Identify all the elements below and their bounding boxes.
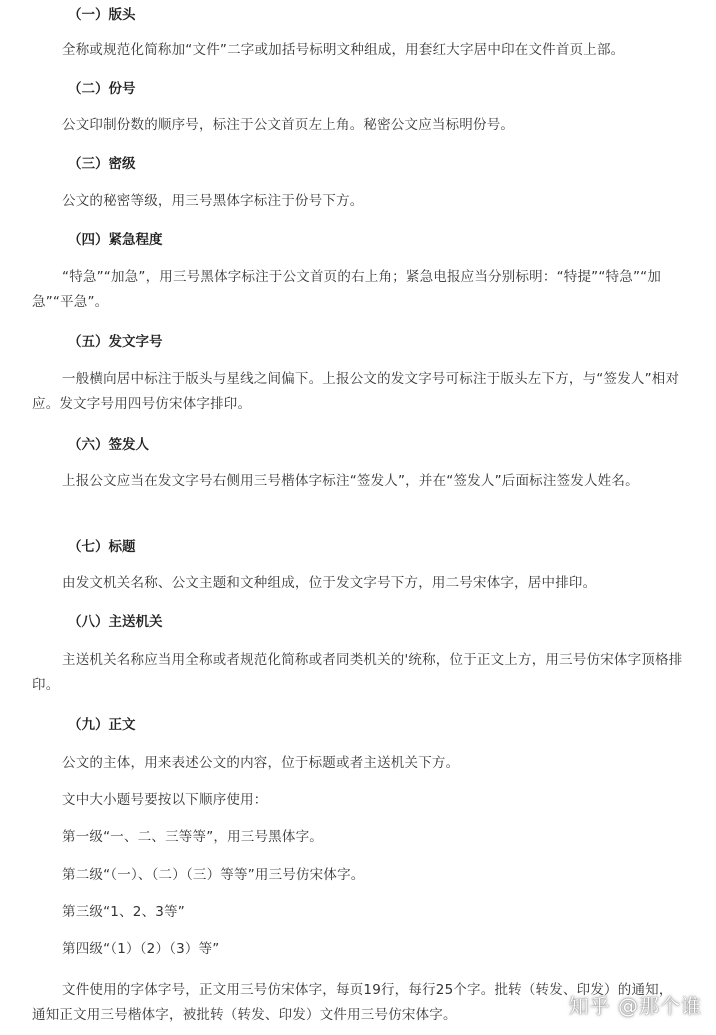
section-heading: （七）标题	[68, 539, 136, 555]
section-paragraph: 第二级“（一）、（二）（三）等等”用三号仿宋体字。	[62, 867, 365, 883]
section-paragraph: 主送机关名称应当用全称或者规范化简称或者同类机关的'统称，位于正文上方，用三号仿宋体字顶格排印。	[32, 652, 683, 693]
section-heading: （五）发文字号	[68, 334, 163, 350]
section-heading: （二）份号	[68, 81, 136, 97]
section-paragraph: 第三级“1、2、3等”	[62, 904, 185, 920]
section-paragraph: 公文印制份数的顺序号，标注于公文首页左上角。秘密公文应当标明份号。	[62, 117, 515, 133]
section-heading: （六）签发人	[68, 437, 149, 453]
section-heading: （四）紧急程度	[68, 232, 163, 248]
watermark-text: 知乎 @那个谁	[568, 994, 702, 1018]
section-paragraph: “特急”“加急”，用三号黑体字标注于公文首页的右上角；紧急电报应当分别标明：“特提”“特急”“加急”“平急”。	[32, 269, 662, 310]
section-paragraph: 第四级“（1）（2）（3）等”	[62, 941, 220, 957]
section-paragraph: 第一级“一、二、三等等”，用三号黑体字。	[62, 829, 323, 845]
section-paragraph: 公文的主体，用来表述公文的内容，位于标题或者主送机关下方。	[62, 755, 460, 771]
section-paragraph: 全称或规范化简称加“文件”二字或加括号标明文种组成，用套红大字居中印在文件首页上部。	[62, 42, 625, 58]
section-paragraph: 公文的秘密等级，用三号黑体字标注于份号下方。	[62, 193, 364, 209]
section-paragraph: 上报公文应当在发文字号右侧用三号楷体字标注“签发人”，并在“签发人”后面标注签发人姓名。	[62, 473, 639, 489]
section-paragraph: 由发文机关名称、公文主题和文种组成，位于发文字号下方，用二号宋体字，居中排印。	[62, 575, 597, 591]
section-paragraph: 文中大小题号要按以下顺序使用：	[62, 792, 268, 808]
section-paragraph: 一般横向居中标注于版头与星线之间偏下。上报公文的发文字号可标注于版头左下方，与“签发人”相对应。发文字号用四号仿宋体字排印。	[32, 371, 680, 412]
section-paragraph: 文件使用的字体字号，正文用三号仿宋体字，每页19行，每行25个字。批转（转发、印发）的通知，通知正文用三号楷体字，被批转（转发、印发）文件用三号仿宋体字。	[32, 982, 673, 1023]
section-heading: （八）主送机关	[68, 614, 163, 630]
section-heading: （一）版头	[68, 7, 136, 23]
section-heading: （三）密级	[68, 156, 136, 172]
section-heading: （九）正文	[68, 717, 136, 733]
